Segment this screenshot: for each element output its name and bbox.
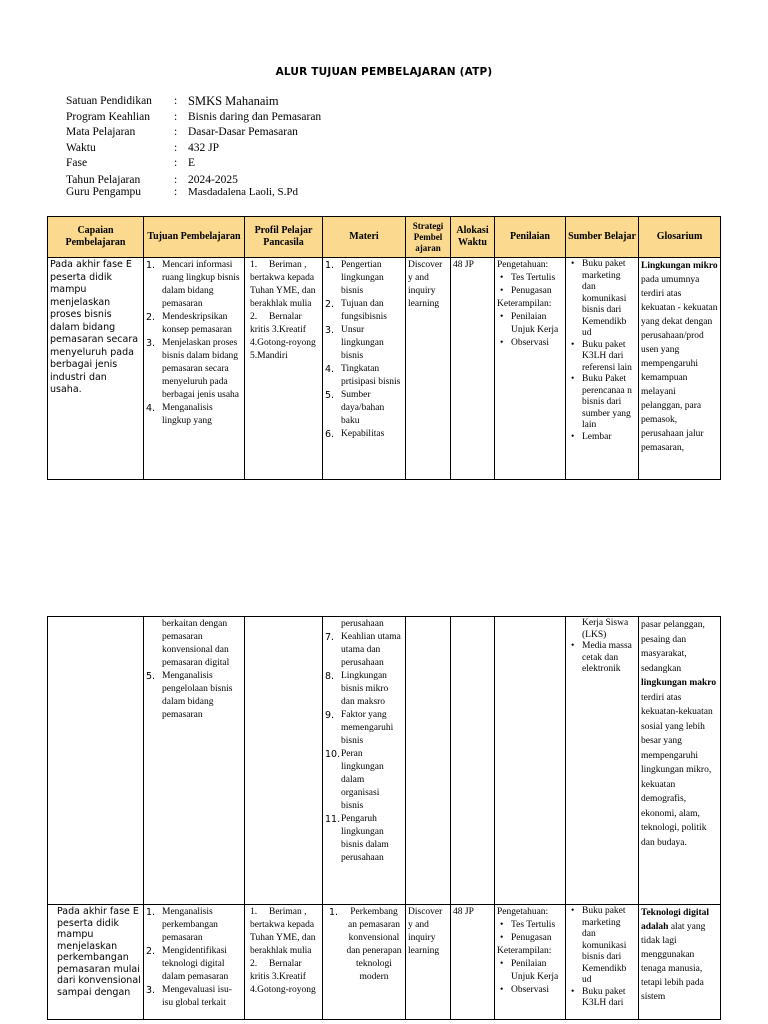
capaian-cell [48, 617, 144, 905]
list-item: 3. Menjelaskan proses bisnis dalam bidang pemasaran secara menyeluruh pada berbagai jenis usaha [146, 338, 240, 400]
glosarium-text: alat yang tidak lagi menggunakan tenaga manusia, tetapi lebih pada sistem [641, 922, 706, 1002]
materi-cell [323, 905, 406, 1020]
tujuan-cell [144, 258, 245, 480]
profil-cell [245, 617, 323, 905]
list-item: • Lembar [568, 432, 636, 444]
info-colon: : [174, 110, 178, 123]
info-value: 432 JP [188, 141, 219, 154]
list-item: 4. Tingkatan prtisipasi bisnis [325, 364, 401, 387]
profil-cell [245, 258, 323, 480]
header-capaian: Capaian Pembelajaran [48, 217, 144, 258]
header-penilaian: Penilaian [495, 217, 566, 258]
info-value: Bisnis daring dan Pemasaran [188, 110, 322, 123]
list-item: • Buku paket marketing dan komunikasi bisnis dari Kemendikb ud [568, 259, 636, 340]
list-item: 2. Mengidentifikasi teknologi digital dalam pemasaran [146, 946, 229, 982]
materi-cell [323, 617, 406, 905]
list-item: 2. Tujuan dan fungsibisnis [325, 299, 387, 322]
list-item: • Buku Paket perencanaa n bisnis dari sumber yang lain [568, 374, 636, 432]
capaian-cell: Pada akhir fase E peserta didik mampu menjelaskan perkembangan pemasaran mulai dari konvensional sampai dengan [48, 905, 144, 1020]
penilaian-cell [495, 617, 566, 905]
strategi-cell: Discover y and inquiry learning [406, 905, 451, 1020]
materi-cell [323, 258, 406, 480]
table-row [48, 617, 721, 905]
glosarium-cell [639, 258, 721, 480]
table-row [48, 258, 721, 480]
profil-item: 2. Bernalar kritis 3.Kreatif 4.Gotong-royong 5.Mandiri [250, 312, 319, 361]
info-label: Satuan Pendidikan [66, 95, 152, 107]
info-value: Masdadalena Laoli, S.Pd [188, 185, 298, 198]
list-item: • Observasi [497, 337, 563, 350]
list-item: • Penugasan [497, 932, 563, 945]
list-item: • Buku paket K3LH dari [568, 987, 636, 1010]
list-item: 7. Keahlian utama utama dan perusahaan [325, 632, 401, 668]
list-item: 5. Menganalisis pengelolaan bisnis dalam bidang pemasaran [146, 671, 233, 720]
penilaian-label: Pengetahuan: [497, 907, 549, 917]
list-item: • Penugasan [497, 285, 563, 298]
glosarium-cell [639, 617, 721, 905]
list-item: • Observasi [497, 984, 563, 997]
penilaian-label: Pengetahuan: [497, 260, 549, 270]
glosarium-text: pasar pelanggan, pesaing dan masyarakat, sedangkan [641, 620, 705, 674]
penilaian-cell [495, 258, 566, 480]
atp-table-page-2 [47, 616, 721, 1020]
sumber-continued: Kerja Siswa (LKS) [582, 618, 629, 640]
info-colon: : [174, 95, 178, 107]
list-item: • Penilaian Unjuk Kerja [497, 311, 563, 337]
list-item: 3. Unsur lingkungan bisnis [325, 325, 384, 361]
info-label: Guru Pengampu [66, 185, 142, 198]
tujuan-continued: berkaitan dengan pemasaran konvensional dan pemasaran digital [162, 619, 230, 668]
header-tujuan: Tujuan Pembelajaran [144, 217, 245, 258]
list-item: • Buku paket K3LH dari referensi lain [568, 340, 636, 375]
list-item: 1. Menganalisis perkembangan pemasaran [146, 907, 218, 943]
header-profil: Profil Pelajar Pancasila [245, 217, 323, 258]
profil-item: 2. Bernalar kritis 3.Kreatif 4.Gotong-royong [250, 959, 316, 995]
list-item: 2. Mendeskripsikan konsep pemasaran [146, 312, 232, 335]
info-label: Waktu [66, 141, 96, 154]
penilaian-cell [495, 905, 566, 1020]
capaian-cell: Pada akhir fase E peserta didik mampu menjelaskan proses bisnis dalam bidang pemasaran secara menyeluruh pada berbagai jenis industri dan usaha. [48, 258, 144, 480]
penilaian-label: Keterampilan: [497, 299, 552, 309]
header-glosarium: Glosarium [639, 217, 721, 258]
glosarium-cell [639, 905, 721, 1020]
info-colon: : [174, 185, 178, 198]
sumber-cell [566, 258, 639, 480]
info-value: SMKS Mahanaim [188, 94, 279, 108]
tujuan-cell [144, 617, 245, 905]
table-row [48, 905, 721, 1020]
list-item: 1. Mencari informasi ruang lingkup bisnis dalam bidang pemasaran [146, 260, 240, 309]
tujuan-cell [144, 905, 245, 1020]
profil-item: 1. Beriman , bertakwa kepada Tuhan YME, dan berakhlak mulia [250, 260, 318, 309]
info-value: Dasar-Dasar Pemasaran [188, 126, 298, 138]
info-label: Fase [66, 157, 88, 169]
list-item: • Tes Tertulis [497, 272, 563, 285]
info-colon: : [174, 126, 178, 138]
list-item: 3. Mengevaluasi isu-isu global terkait [146, 985, 232, 1008]
info-label: Tahun Pelajaran [66, 173, 141, 186]
info-label: Program Keahlian [66, 110, 150, 123]
profil-item: 1. Beriman , bertakwa kepada Tuhan YME, dan berakhlak mulia [250, 907, 318, 956]
list-item: • Penilaian Unjuk Kerja [497, 958, 563, 984]
penilaian-label: Keterampilan: [497, 946, 552, 956]
list-item: 8. Lingkungan bisnis mikro dan maksro [325, 671, 389, 707]
table-header-row [48, 217, 721, 258]
header-strategi: Strategi Pembel ajaran [406, 217, 451, 258]
list-item: 10. Peran lingkungan dalam organisasi bisnis [325, 749, 384, 811]
list-item: • Tes Tertulis [497, 919, 563, 932]
materi-continued: perusahaan [341, 619, 384, 629]
list-item: 1. Pengertian lingkungan bisnis [325, 260, 384, 296]
strategi-cell [406, 617, 451, 905]
glosarium-text: terdiri atas kekuatan-kekuatan sosial yang lebih besar yang mempengaruhi lingkungan mikro, kekuatan demografis, ekonomi, alam, teknologi, politik dan budaya. [641, 692, 713, 848]
atp-table-page-1 [47, 216, 721, 480]
header-materi: Materi [323, 217, 406, 258]
glosarium-text: pada umumnya terdiri atas kekuatan - kekuatan yang dekat dengan perusahaan/prod usen yang mempengaruhi kemampuan melayani pelanggan, para pemasok, perusahaan jalur pemasaran, [641, 275, 718, 453]
header-alokasi: Alokasi Waktu [451, 217, 495, 258]
list-item: 6. Kepabilitas [325, 429, 385, 440]
info-label: Mata Pelajaran [66, 126, 136, 138]
list-item: 9. Faktor yang memengaruhi bisnis [325, 710, 394, 746]
list-item: • Media massa cetak dan elektronik [568, 641, 636, 676]
list-item: • Buku paket marketing dan komunikasi bisnis dari Kemendikb ud [568, 906, 636, 987]
glosarium-term: lingkungan makro [641, 678, 717, 688]
header-sumber: Sumber Belajar [566, 217, 639, 258]
document-title: ALUR TUJUAN PEMBELAJARAN (ATP) [275, 66, 493, 78]
strategi-cell: Discover y and inquiry learning [406, 258, 451, 480]
alokasi-cell: 48 JP [451, 905, 495, 1020]
alokasi-cell: 48 JP [451, 258, 495, 480]
list-item: 1. Perkembang an pemasaran konvensional dan penerapan teknologi modern [329, 907, 402, 982]
list-item: 11. Pengaruh lingkungan bisnis dalam perusahaan [325, 814, 389, 863]
glosarium-term: Lingkungan mikro [641, 261, 718, 271]
info-value: E [188, 157, 196, 169]
info-value: 2024-2025 [188, 173, 238, 186]
profil-cell [245, 905, 323, 1020]
info-colon: : [174, 157, 178, 169]
sumber-cell [566, 905, 639, 1020]
alokasi-cell [451, 617, 495, 905]
list-item: 4. Menganalisis lingkup yang [146, 403, 213, 426]
sumber-cell [566, 617, 639, 905]
glosarium-term: Teknologi digital adalah [641, 908, 710, 932]
list-item: 5. Sumber daya/bahan baku [325, 390, 385, 426]
info-colon: : [174, 173, 178, 186]
info-colon: : [174, 141, 178, 154]
